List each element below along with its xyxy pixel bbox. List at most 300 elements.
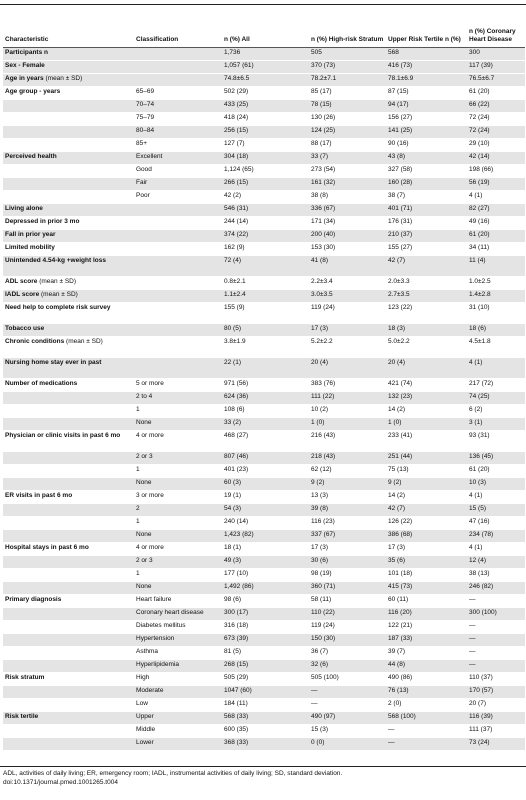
cell-high-risk: 78.2±7.1 bbox=[309, 74, 386, 87]
cell-chd: 61 (20) bbox=[467, 465, 525, 478]
header-upper-tertile: Upper Risk Tertile n (%) bbox=[386, 14, 467, 48]
cell-chd: 82 (27) bbox=[467, 204, 525, 217]
characteristic-label: Limited mobility bbox=[5, 244, 55, 251]
cell-upper-tertile: 14 (2) bbox=[386, 491, 467, 504]
cell-chd: 72 (24) bbox=[467, 113, 525, 126]
cell-upper-tertile: 187 (33) bbox=[386, 634, 467, 647]
cell-all: 502 (29) bbox=[222, 87, 309, 100]
cell-classification: Good bbox=[134, 165, 222, 178]
table-row bbox=[3, 230, 525, 243]
cell-characteristic bbox=[3, 165, 134, 178]
table-row bbox=[3, 699, 525, 712]
characteristic-label: Age group - years bbox=[5, 88, 61, 95]
cell-chd: 4.5±1.8 bbox=[467, 337, 525, 358]
cell-high-risk: 78 (15) bbox=[309, 100, 386, 113]
cell-high-risk: 273 (54) bbox=[309, 165, 386, 178]
table-row bbox=[3, 595, 525, 608]
table-body bbox=[3, 48, 525, 751]
cell-upper-tertile: 490 (86) bbox=[386, 673, 467, 686]
cell-classification: 80–84 bbox=[134, 126, 222, 139]
cell-all: 1,423 (82) bbox=[222, 530, 309, 543]
cell-high-risk: 33 (7) bbox=[309, 152, 386, 165]
cell-all: 127 (7) bbox=[222, 139, 309, 152]
cell-upper-tertile: 416 (73) bbox=[386, 61, 467, 74]
table-row bbox=[3, 204, 525, 217]
cell-high-risk: 505 (100) bbox=[309, 673, 386, 686]
table-row bbox=[3, 100, 525, 113]
cell-high-risk: 1 (0) bbox=[309, 418, 386, 431]
table-top-rule bbox=[0, 4, 526, 5]
cell-all: 0.8±2.1 bbox=[222, 277, 309, 290]
characteristic-unit: (mean ± SD) bbox=[41, 291, 78, 298]
cell-upper-tertile: 176 (31) bbox=[386, 217, 467, 230]
cell-upper-tertile: 386 (68) bbox=[386, 530, 467, 543]
doi-text: doi:10.1371/journal.pmed.1001265.t004 bbox=[3, 778, 118, 786]
cell-chd: 234 (78) bbox=[467, 530, 525, 543]
cell-classification: Coronary heart disease bbox=[134, 608, 222, 621]
cell-upper-tertile: 39 (7) bbox=[386, 647, 467, 660]
cell-characteristic bbox=[3, 595, 134, 608]
cell-upper-tertile: 251 (44) bbox=[386, 452, 467, 465]
cell-characteristic bbox=[3, 303, 134, 324]
cell-classification: 1 bbox=[134, 569, 222, 582]
cell-classification: 1 bbox=[134, 405, 222, 418]
cell-high-risk: 218 (43) bbox=[309, 452, 386, 465]
characteristic-label: ER visits in past 6 mo bbox=[5, 492, 73, 499]
cell-characteristic bbox=[3, 277, 134, 290]
cell-classification: High bbox=[134, 673, 222, 686]
cell-chd: 76.5±6.7 bbox=[467, 74, 525, 87]
table-row bbox=[3, 277, 525, 290]
table-row bbox=[3, 530, 525, 543]
cell-upper-tertile: 42 (7) bbox=[386, 256, 467, 277]
cell-classification: 4 or more bbox=[134, 431, 222, 452]
cell-characteristic bbox=[3, 660, 134, 673]
cell-all: 98 (6) bbox=[222, 595, 309, 608]
cell-chd: 198 (66) bbox=[467, 165, 525, 178]
table-row bbox=[3, 324, 525, 337]
table-row bbox=[3, 152, 525, 165]
cell-high-risk: 490 (97) bbox=[309, 712, 386, 725]
cell-upper-tertile: 20 (4) bbox=[386, 358, 467, 379]
cell-high-risk: 336 (67) bbox=[309, 204, 386, 217]
table-row bbox=[3, 139, 525, 152]
cell-upper-tertile: — bbox=[386, 725, 467, 738]
cell-all: 3.8±1.9 bbox=[222, 337, 309, 358]
cell-all: 1,736 bbox=[222, 48, 309, 61]
cell-high-risk: 216 (43) bbox=[309, 431, 386, 452]
characteristic-label: Risk stratum bbox=[5, 674, 45, 681]
cell-characteristic bbox=[3, 491, 134, 504]
cell-characteristic bbox=[3, 379, 134, 392]
cell-high-risk: 3.0±3.5 bbox=[309, 290, 386, 303]
cell-high-risk: 153 (30) bbox=[309, 243, 386, 256]
cell-upper-tertile: 401 (71) bbox=[386, 204, 467, 217]
cell-high-risk: 337 (67) bbox=[309, 530, 386, 543]
cell-upper-tertile: 568 (100) bbox=[386, 712, 467, 725]
cell-high-risk: 15 (3) bbox=[309, 725, 386, 738]
cell-classification: 3 or more bbox=[134, 491, 222, 504]
cell-classification bbox=[134, 61, 222, 74]
cell-classification: Asthma bbox=[134, 647, 222, 660]
table-row bbox=[3, 243, 525, 256]
cell-characteristic bbox=[3, 191, 134, 204]
cell-upper-tertile: 116 (20) bbox=[386, 608, 467, 621]
cell-characteristic bbox=[3, 418, 134, 431]
cell-all: 546 (31) bbox=[222, 204, 309, 217]
cell-chd: 116 (39) bbox=[467, 712, 525, 725]
cell-all: 155 (9) bbox=[222, 303, 309, 324]
characteristic-label: Age in years bbox=[5, 75, 44, 82]
cell-upper-tertile: 210 (37) bbox=[386, 230, 467, 243]
cell-classification: Lower bbox=[134, 738, 222, 751]
cell-all: 108 (6) bbox=[222, 405, 309, 418]
cell-all: 300 (17) bbox=[222, 608, 309, 621]
cell-chd: 56 (19) bbox=[467, 178, 525, 191]
table-row bbox=[3, 647, 525, 660]
table-row bbox=[3, 337, 525, 358]
cell-all: 162 (9) bbox=[222, 243, 309, 256]
cell-chd: — bbox=[467, 621, 525, 634]
cell-characteristic bbox=[3, 256, 134, 277]
cell-all: 418 (24) bbox=[222, 113, 309, 126]
cell-upper-tertile: 90 (16) bbox=[386, 139, 467, 152]
cell-high-risk: 9 (2) bbox=[309, 478, 386, 491]
cell-characteristic bbox=[3, 126, 134, 139]
cell-upper-tertile: 35 (6) bbox=[386, 556, 467, 569]
cell-upper-tertile: 327 (58) bbox=[386, 165, 467, 178]
cell-classification: Fair bbox=[134, 178, 222, 191]
cell-chd: 217 (72) bbox=[467, 379, 525, 392]
characteristic-label: Depressed in prior 3 mo bbox=[5, 218, 80, 225]
cell-all: 304 (18) bbox=[222, 152, 309, 165]
table-header-row bbox=[3, 14, 525, 48]
cell-characteristic bbox=[3, 337, 134, 358]
cell-classification bbox=[134, 204, 222, 217]
table-footnote bbox=[3, 770, 342, 787]
table-row bbox=[3, 431, 525, 452]
table-row bbox=[3, 290, 525, 303]
cell-classification bbox=[134, 358, 222, 379]
cell-classification: Middle bbox=[134, 725, 222, 738]
cell-all: 505 (29) bbox=[222, 673, 309, 686]
cell-classification: Hypertension bbox=[134, 634, 222, 647]
cell-high-risk: 32 (6) bbox=[309, 660, 386, 673]
header-characteristic: Characteristic bbox=[3, 14, 134, 48]
cell-characteristic bbox=[3, 569, 134, 582]
cell-characteristic bbox=[3, 582, 134, 595]
characteristic-label: ADL score bbox=[5, 278, 38, 285]
characteristic-label: Number of medications bbox=[5, 380, 78, 387]
cell-classification: 2 or 3 bbox=[134, 452, 222, 465]
cell-upper-tertile: 9 (2) bbox=[386, 478, 467, 491]
cell-chd: — bbox=[467, 647, 525, 660]
cell-upper-tertile: 123 (22) bbox=[386, 303, 467, 324]
cell-all: 19 (1) bbox=[222, 491, 309, 504]
cell-upper-tertile: 1 (0) bbox=[386, 418, 467, 431]
characteristics-table bbox=[3, 14, 525, 751]
table-row bbox=[3, 608, 525, 621]
cell-classification: 85+ bbox=[134, 139, 222, 152]
cell-all: 184 (11) bbox=[222, 699, 309, 712]
cell-characteristic bbox=[3, 478, 134, 491]
cell-characteristic bbox=[3, 139, 134, 152]
cell-all: 266 (15) bbox=[222, 178, 309, 191]
cell-all: 368 (33) bbox=[222, 738, 309, 751]
characteristic-label: Risk tertile bbox=[5, 713, 39, 720]
cell-high-risk: 161 (32) bbox=[309, 178, 386, 191]
cell-chd: 117 (39) bbox=[467, 61, 525, 74]
table-row bbox=[3, 582, 525, 595]
cell-characteristic bbox=[3, 230, 134, 243]
characteristic-label: Unintended 4.54-kg +weight loss bbox=[5, 257, 106, 264]
cell-upper-tertile: 94 (17) bbox=[386, 100, 467, 113]
cell-all: 244 (14) bbox=[222, 217, 309, 230]
table-row bbox=[3, 712, 525, 725]
cell-high-risk: 370 (73) bbox=[309, 61, 386, 74]
cell-upper-tertile: 101 (18) bbox=[386, 569, 467, 582]
header-chd: n (%) Coronary Heart Disease bbox=[467, 14, 525, 48]
characteristic-unit: (mean ± SD) bbox=[45, 75, 83, 82]
cell-all: 54 (3) bbox=[222, 504, 309, 517]
cell-chd: 4 (1) bbox=[467, 543, 525, 556]
cell-characteristic bbox=[3, 204, 134, 217]
cell-chd: 111 (37) bbox=[467, 725, 525, 738]
table-row bbox=[3, 725, 525, 738]
cell-classification: None bbox=[134, 582, 222, 595]
table-row bbox=[3, 217, 525, 230]
cell-high-risk: 17 (3) bbox=[309, 543, 386, 556]
cell-upper-tertile: 415 (73) bbox=[386, 582, 467, 595]
characteristic-unit: (mean ± SD) bbox=[66, 338, 103, 345]
cell-high-risk: 36 (7) bbox=[309, 647, 386, 660]
cell-classification: Heart failure bbox=[134, 595, 222, 608]
cell-high-risk: 383 (76) bbox=[309, 379, 386, 392]
cell-all: 316 (18) bbox=[222, 621, 309, 634]
table-row bbox=[3, 178, 525, 191]
cell-high-risk: 58 (11) bbox=[309, 595, 386, 608]
cell-characteristic bbox=[3, 725, 134, 738]
table-row bbox=[3, 165, 525, 178]
cell-chd: 73 (24) bbox=[467, 738, 525, 751]
table-row bbox=[3, 621, 525, 634]
cell-high-risk: 110 (22) bbox=[309, 608, 386, 621]
cell-chd: 12 (4) bbox=[467, 556, 525, 569]
cell-chd: 72 (24) bbox=[467, 126, 525, 139]
cell-characteristic bbox=[3, 243, 134, 256]
cell-chd: 31 (10) bbox=[467, 303, 525, 324]
cell-characteristic bbox=[3, 217, 134, 230]
cell-all: 673 (39) bbox=[222, 634, 309, 647]
cell-upper-tertile: 75 (13) bbox=[386, 465, 467, 478]
table-row bbox=[3, 256, 525, 277]
abbreviations-note: ADL, activities of daily living; ER, emergency room; IADL, instrumental activities of daily living; SD, standard deviation. bbox=[3, 770, 343, 777]
cell-all: 807 (46) bbox=[222, 452, 309, 465]
cell-chd: 74 (25) bbox=[467, 392, 525, 405]
characteristic-label: Physician or clinic visits in past 6 mo bbox=[5, 432, 121, 439]
cell-high-risk: 119 (24) bbox=[309, 303, 386, 324]
cell-upper-tertile: 5.0±2.2 bbox=[386, 337, 467, 358]
cell-all: 81 (5) bbox=[222, 647, 309, 660]
cell-upper-tertile: 2.7±3.5 bbox=[386, 290, 467, 303]
cell-upper-tertile: 60 (11) bbox=[386, 595, 467, 608]
cell-high-risk: 119 (24) bbox=[309, 621, 386, 634]
cell-all: 1,057 (61) bbox=[222, 61, 309, 74]
cell-high-risk: 124 (25) bbox=[309, 126, 386, 139]
cell-characteristic bbox=[3, 504, 134, 517]
cell-all: 240 (14) bbox=[222, 517, 309, 530]
cell-chd: 10 (3) bbox=[467, 478, 525, 491]
table-bottom-rule bbox=[0, 766, 526, 767]
characteristic-label: Perceived health bbox=[5, 153, 57, 160]
cell-high-risk: 39 (8) bbox=[309, 504, 386, 517]
cell-classification: Excellent bbox=[134, 152, 222, 165]
cell-all: 268 (15) bbox=[222, 660, 309, 673]
characteristic-label: Tobacco use bbox=[5, 325, 45, 332]
cell-all: 18 (1) bbox=[222, 543, 309, 556]
characteristic-label: Chronic conditions bbox=[5, 338, 65, 345]
cell-high-risk: 505 bbox=[309, 48, 386, 61]
cell-characteristic bbox=[3, 100, 134, 113]
cell-chd: 29 (10) bbox=[467, 139, 525, 152]
cell-all: 1047 (60) bbox=[222, 686, 309, 699]
cell-high-risk: 111 (22) bbox=[309, 392, 386, 405]
cell-chd: 170 (57) bbox=[467, 686, 525, 699]
cell-classification: 2 or 3 bbox=[134, 556, 222, 569]
table-row bbox=[3, 303, 525, 324]
cell-upper-tertile: 233 (41) bbox=[386, 431, 467, 452]
cell-upper-tertile: 2 (0) bbox=[386, 699, 467, 712]
cell-classification bbox=[134, 48, 222, 61]
cell-upper-tertile: 421 (74) bbox=[386, 379, 467, 392]
cell-upper-tertile: 87 (15) bbox=[386, 87, 467, 100]
table-row bbox=[3, 491, 525, 504]
header-high-risk: n (%) High-risk Stratum bbox=[309, 14, 386, 48]
cell-all: 624 (36) bbox=[222, 392, 309, 405]
cell-high-risk: 200 (40) bbox=[309, 230, 386, 243]
cell-classification bbox=[134, 74, 222, 87]
cell-high-risk: 116 (23) bbox=[309, 517, 386, 530]
cell-all: 33 (2) bbox=[222, 418, 309, 431]
cell-characteristic bbox=[3, 738, 134, 751]
cell-all: 468 (27) bbox=[222, 431, 309, 452]
cell-chd: 4 (1) bbox=[467, 358, 525, 379]
cell-classification bbox=[134, 277, 222, 290]
cell-high-risk: — bbox=[309, 686, 386, 699]
characteristic-unit: (mean ± SD) bbox=[39, 278, 77, 285]
cell-upper-tertile: 78.1±6.9 bbox=[386, 74, 467, 87]
cell-chd: 49 (16) bbox=[467, 217, 525, 230]
cell-classification: None bbox=[134, 418, 222, 431]
cell-chd: 93 (31) bbox=[467, 431, 525, 452]
cell-high-risk: 30 (6) bbox=[309, 556, 386, 569]
cell-characteristic bbox=[3, 699, 134, 712]
cell-classification bbox=[134, 324, 222, 337]
cell-all: 256 (15) bbox=[222, 126, 309, 139]
cell-classification: None bbox=[134, 478, 222, 491]
cell-upper-tertile: 42 (7) bbox=[386, 504, 467, 517]
cell-all: 1.1±2.4 bbox=[222, 290, 309, 303]
cell-chd: 246 (82) bbox=[467, 582, 525, 595]
cell-chd: — bbox=[467, 634, 525, 647]
cell-chd: 136 (45) bbox=[467, 452, 525, 465]
cell-chd: 20 (7) bbox=[467, 699, 525, 712]
cell-characteristic bbox=[3, 152, 134, 165]
cell-classification: Poor bbox=[134, 191, 222, 204]
table-row bbox=[3, 465, 525, 478]
cell-upper-tertile: 132 (23) bbox=[386, 392, 467, 405]
cell-all: 433 (25) bbox=[222, 100, 309, 113]
cell-chd: 300 bbox=[467, 48, 525, 61]
cell-high-risk: 150 (30) bbox=[309, 634, 386, 647]
table-row bbox=[3, 686, 525, 699]
table-row bbox=[3, 569, 525, 582]
cell-high-risk: 5.2±2.2 bbox=[309, 337, 386, 358]
header-all: n (%) All bbox=[222, 14, 309, 48]
cell-upper-tertile: — bbox=[386, 738, 467, 751]
cell-all: 401 (23) bbox=[222, 465, 309, 478]
cell-characteristic bbox=[3, 556, 134, 569]
cell-high-risk: 38 (8) bbox=[309, 191, 386, 204]
cell-characteristic bbox=[3, 608, 134, 621]
cell-high-risk: — bbox=[309, 699, 386, 712]
cell-all: 49 (3) bbox=[222, 556, 309, 569]
cell-characteristic bbox=[3, 431, 134, 452]
cell-upper-tertile: 18 (3) bbox=[386, 324, 467, 337]
cell-characteristic bbox=[3, 686, 134, 699]
cell-all: 60 (3) bbox=[222, 478, 309, 491]
cell-high-risk: 360 (71) bbox=[309, 582, 386, 595]
cell-upper-tertile: 14 (2) bbox=[386, 405, 467, 418]
cell-classification: Moderate bbox=[134, 686, 222, 699]
table-row bbox=[3, 517, 525, 530]
cell-classification: Diabetes mellitus bbox=[134, 621, 222, 634]
cell-chd: 1.0±2.5 bbox=[467, 277, 525, 290]
cell-upper-tertile: 2.0±3.3 bbox=[386, 277, 467, 290]
cell-high-risk: 2.2±3.4 bbox=[309, 277, 386, 290]
cell-upper-tertile: 160 (28) bbox=[386, 178, 467, 191]
cell-high-risk: 88 (17) bbox=[309, 139, 386, 152]
characteristic-label: Primary diagnosis bbox=[5, 596, 62, 603]
table-row bbox=[3, 113, 525, 126]
table-row bbox=[3, 392, 525, 405]
table-row bbox=[3, 48, 525, 61]
cell-characteristic bbox=[3, 61, 134, 74]
cell-characteristic bbox=[3, 621, 134, 634]
table-row bbox=[3, 358, 525, 379]
cell-classification: Hyperlipidemia bbox=[134, 660, 222, 673]
characteristic-label: IADL score bbox=[5, 291, 40, 298]
cell-characteristic bbox=[3, 392, 134, 405]
cell-chd: 42 (14) bbox=[467, 152, 525, 165]
table-row bbox=[3, 660, 525, 673]
cell-all: 177 (10) bbox=[222, 569, 309, 582]
cell-high-risk: 171 (34) bbox=[309, 217, 386, 230]
header-classification: Classification bbox=[134, 14, 222, 48]
cell-all: 374 (22) bbox=[222, 230, 309, 243]
cell-chd: 3 (1) bbox=[467, 418, 525, 431]
cell-high-risk: 0 (0) bbox=[309, 738, 386, 751]
cell-chd: 110 (37) bbox=[467, 673, 525, 686]
cell-characteristic bbox=[3, 465, 134, 478]
cell-all: 80 (5) bbox=[222, 324, 309, 337]
cell-all: 1,124 (65) bbox=[222, 165, 309, 178]
cell-classification bbox=[134, 217, 222, 230]
cell-classification: None bbox=[134, 530, 222, 543]
table-row bbox=[3, 126, 525, 139]
cell-chd: 47 (16) bbox=[467, 517, 525, 530]
cell-classification bbox=[134, 243, 222, 256]
